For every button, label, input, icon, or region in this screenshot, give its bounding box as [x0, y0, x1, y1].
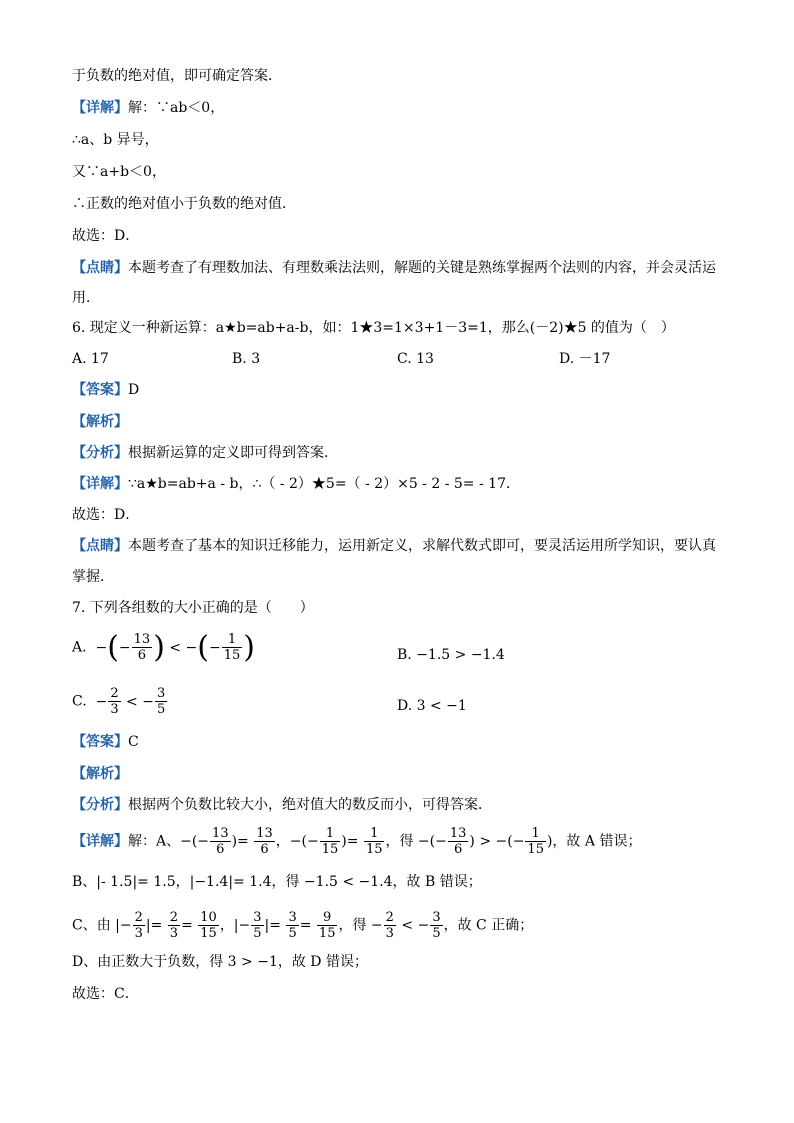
comment-line [72, 258, 716, 278]
q6-option-c: C. 13 [397, 351, 434, 367]
comment-text: 本题考查了有理数加法、有理数乘法法则，解题的关键是熟练掌握两个法则的内容，并会灵活运 [128, 260, 716, 276]
section-label: 【分析】 [72, 797, 128, 813]
fenxi-text: 根据新运算的定义即可得到答案． [128, 445, 338, 461]
q6-option-b: B. 3 [232, 351, 261, 367]
section-label: 【详解】 [72, 100, 128, 116]
text-line: ∴a、b 异号， [72, 132, 159, 148]
text-line: 故选：D． [72, 507, 140, 523]
analysis-heading [72, 412, 128, 432]
section-label: 【答案】 [72, 734, 128, 750]
section-label: 【解析】 [72, 414, 128, 430]
answer-line [72, 380, 139, 400]
text-line: 故选：D． [72, 228, 140, 244]
analysis-heading [72, 764, 128, 784]
detail-line-c: C、由 |− $\frac{2}{3}$ |= $\frac{2}{3}$ = $\frac{10}{15}$ ，|− $\frac{3}{5}$ |= $\frac{3}{5}$ = $\frac{9}{15}$ ，得 − $\frac{2}{3}$ < − $\frac{3}{5}$ ，故 C 正确； [72, 910, 534, 941]
detail-line-b: B、|- 1.5|= 1.5，|−1.4|= 1.4，得 −1.5 < −1.4，故 B 错误； [72, 874, 482, 890]
text-line: ∴正数的绝对值小于负数的绝对值． [72, 196, 296, 212]
detail-line-d: D、由正数大于负数，得 3 > −1，故 D 错误； [72, 954, 368, 970]
q7-option-d: D. 3 < −1 [397, 698, 467, 714]
answer-value: D [128, 382, 140, 398]
detail-line-a: 【详解】解：A、−(− $\frac{13}{6}$ )= $\frac{13}{6}$ ，−(− $\frac{1}{15}$ )= $\frac{1}{15}$ ，得 −(− $\frac{13}{6}$ ) > −(− $\frac{1}{15}$ )，故 A 错误； [72, 826, 642, 857]
q7-option-b: B. −1.5 > −1.4 [397, 647, 505, 663]
detail-line [72, 474, 520, 494]
answer-value: C [128, 734, 139, 750]
option-label: C. [72, 693, 87, 710]
detail-text: 解：∵ab＜0， [128, 100, 225, 116]
q6-option-a: A. 17 [72, 351, 109, 367]
section-label: 【点睛】 [72, 260, 128, 276]
q6-option-d: D. －17 [559, 351, 611, 367]
fenxi-text: 根据两个负数比较大小，绝对值大的数反而小，可得答案． [128, 797, 492, 813]
comment-text: 本题考查了基本的知识迁移能力，运用新定义，求解代数式即可，要灵活运用所学知识，要认真 [128, 538, 716, 554]
text-line: 故选：C． [72, 986, 139, 1002]
comment-line [72, 536, 716, 556]
text-line: 又∵a+b＜0， [72, 164, 166, 180]
text-line: 于负数的绝对值，即可确定答案． [72, 68, 282, 84]
section-label: 【点睛】 [72, 538, 128, 554]
answer-line [72, 732, 139, 752]
section-label: 【分析】 [72, 445, 128, 461]
section-label: 【详解】 [72, 476, 128, 492]
fenxi-line [72, 443, 338, 463]
section-label: 【答案】 [72, 382, 128, 398]
question-6-stem: 6. 现定义一种新运算：a★b=ab+a-b，如：1★3=1×3+1－3=1，那么(－2)★5 的值为（ ） [72, 320, 675, 336]
question-7-stem: 7. 下列各组数的大小正确的是（ ） [72, 600, 314, 616]
q7-option-a: A. −(− $\frac{13}{6}$ ) < −(− $\frac{1}{15}$ ) [72, 629, 256, 665]
q7-option-c: C. − $\frac{2}{3}$ < − $\frac{3}{5}$ [72, 686, 166, 717]
detail-text: ∵a★b=ab+a - b，∴（ - 2）★5=（ - 2）×5 - 2 - 5= - 17． [128, 476, 520, 492]
option-label: A. [72, 639, 87, 656]
section-label: 【解析】 [72, 766, 128, 782]
section-label: 【详解】 [72, 833, 128, 850]
fenxi-line [72, 795, 492, 815]
text-line: 掌握． [72, 569, 114, 585]
text-line: 用． [72, 290, 100, 306]
detail-line [72, 98, 224, 118]
